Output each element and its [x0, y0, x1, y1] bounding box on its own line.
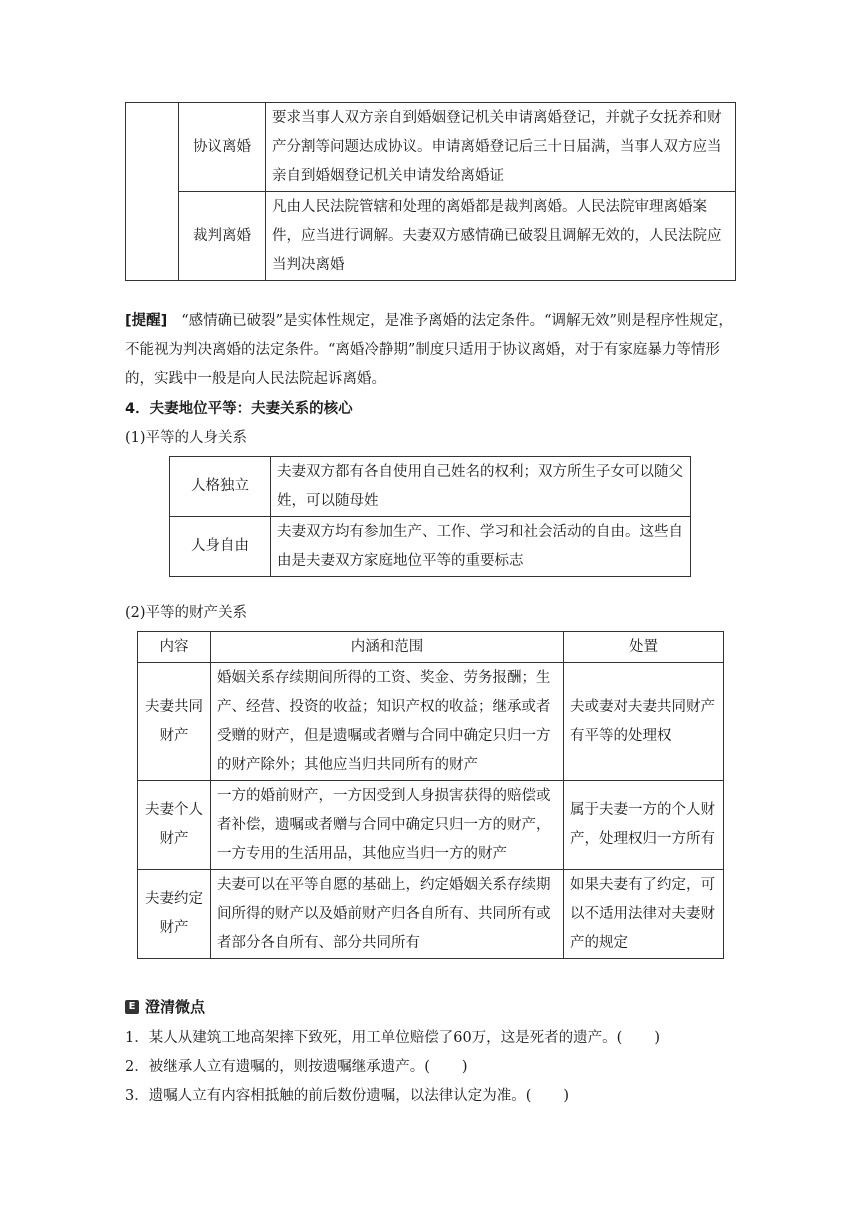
subheading-property: (2)平等的财产关系 — [125, 605, 248, 621]
term-cell: 人格独立 — [170, 457, 271, 517]
scope-cell: 夫妻可以在平等自愿的基础上，约定婚姻关系存续期间所得的财产以及婚前财产归各自所有、共同所有或者部分各自所有、部分共同所有 — [211, 870, 564, 959]
header-scope: 内涵和范围 — [211, 632, 564, 663]
table-row — [170, 457, 691, 517]
personal-relation-table — [169, 456, 691, 577]
blank-cell — [126, 103, 179, 281]
table-row — [138, 781, 724, 870]
table-row — [170, 517, 691, 577]
table-row — [138, 870, 724, 959]
table-row — [138, 663, 724, 781]
header-disposal: 处置 — [564, 632, 724, 663]
term-cell: 人身自由 — [170, 517, 271, 577]
divorce-table — [125, 102, 736, 281]
e-badge-icon: E — [125, 1000, 139, 1014]
tip-label: [提醒] — [125, 313, 168, 329]
table-row — [126, 192, 736, 281]
disposal-cell: 属于夫妻一方的个人财产，处理权归一方所有 — [564, 781, 724, 870]
header-content: 内容 — [138, 632, 211, 663]
question-text: 2．被继承人立有遗嘱的，则按遗嘱继承遗产。( — [125, 1059, 430, 1075]
question-text: 1．某人从建筑工地高架摔下致死，用工单位赔偿了60万，这是死者的遗产。( — [125, 1030, 623, 1046]
desc-cell: 夫妻双方均有参加生产、工作、学习和社会活动的自由。这些自由是夫妻双方家庭地位平等的重要标志 — [271, 517, 691, 577]
clarify-heading — [125, 996, 205, 1017]
content-cell: 夫妻约定财产 — [138, 870, 211, 959]
clarify-title: 澄清微点 — [145, 998, 206, 1016]
disposal-cell: 如果夫妻有了约定，可以不适用法律对夫妻财产的规定 — [564, 870, 724, 959]
question-item — [125, 1053, 468, 1081]
divorce-type: 裁判离婚 — [179, 192, 266, 281]
answer-paren-close: ) — [461, 1059, 468, 1075]
tip-text: “感情确已破裂”是实体性规定，是准予离婚的法定条件。“调解无效”则是程序性规定，不能视为判决离婚的法定条件。“离婚冷静期”制度只适用于协议离婚，对于有家庭暴力等情形的，实践中一般是向人民法院起诉离婚。 — [125, 313, 733, 387]
scope-cell: 婚姻关系存续期间所得的工资、奖金、劳务报酬；生产、经营、投资的收益；知识产权的收益；继承或者受赠的财产，但是遗嘱或者赠与合同中确定只归一方的财产除外；其他应当归共同所有的财产 — [211, 663, 564, 781]
answer-paren-close: ) — [654, 1030, 661, 1046]
content-cell: 夫妻共同财产 — [138, 663, 211, 781]
section-heading: 4．夫妻地位平等：夫妻关系的核心 — [125, 401, 353, 417]
table-row — [126, 103, 736, 192]
divorce-type: 协议离婚 — [179, 103, 266, 192]
answer-paren-close: ) — [563, 1088, 570, 1104]
desc-cell: 夫妻双方都有各自使用自己姓名的权利；双方所生子女可以随父姓，可以随母姓 — [271, 457, 691, 517]
tip-paragraph — [125, 307, 739, 394]
subheading-personal: (1)平等的人身关系 — [125, 430, 248, 446]
property-relation-table — [137, 631, 724, 959]
content-cell: 夫妻个人财产 — [138, 781, 211, 870]
table-header-row — [138, 632, 724, 663]
question-item — [125, 1024, 660, 1052]
divorce-desc: 要求当事人双方亲自到婚姻登记机关申请离婚登记，并就子女抚养和财产分割等问题达成协议。申请离婚登记后三十日届满，当事人双方应当亲自到婚姻登记机关申请发给离婚证 — [266, 103, 736, 192]
scope-cell: 一方的婚前财产，一方因受到人身损害获得的赔偿或者补偿，遗嘱或者赠与合同中确定只归一方的财产，一方专用的生活用品，其他应当归一方的财产 — [211, 781, 564, 870]
question-text: 3．遗嘱人立有内容相抵触的前后数份遗嘱，以法律认定为准。( — [125, 1088, 532, 1104]
disposal-cell: 夫或妻对夫妻共同财产有平等的处理权 — [564, 663, 724, 781]
divorce-desc: 凡由人民法院管辖和处理的离婚都是裁判离婚。人民法院审理离婚案件，应当进行调解。夫妻双方感情确已破裂且调解无效的，人民法院应当判决离婚 — [266, 192, 736, 281]
question-item — [125, 1082, 569, 1110]
